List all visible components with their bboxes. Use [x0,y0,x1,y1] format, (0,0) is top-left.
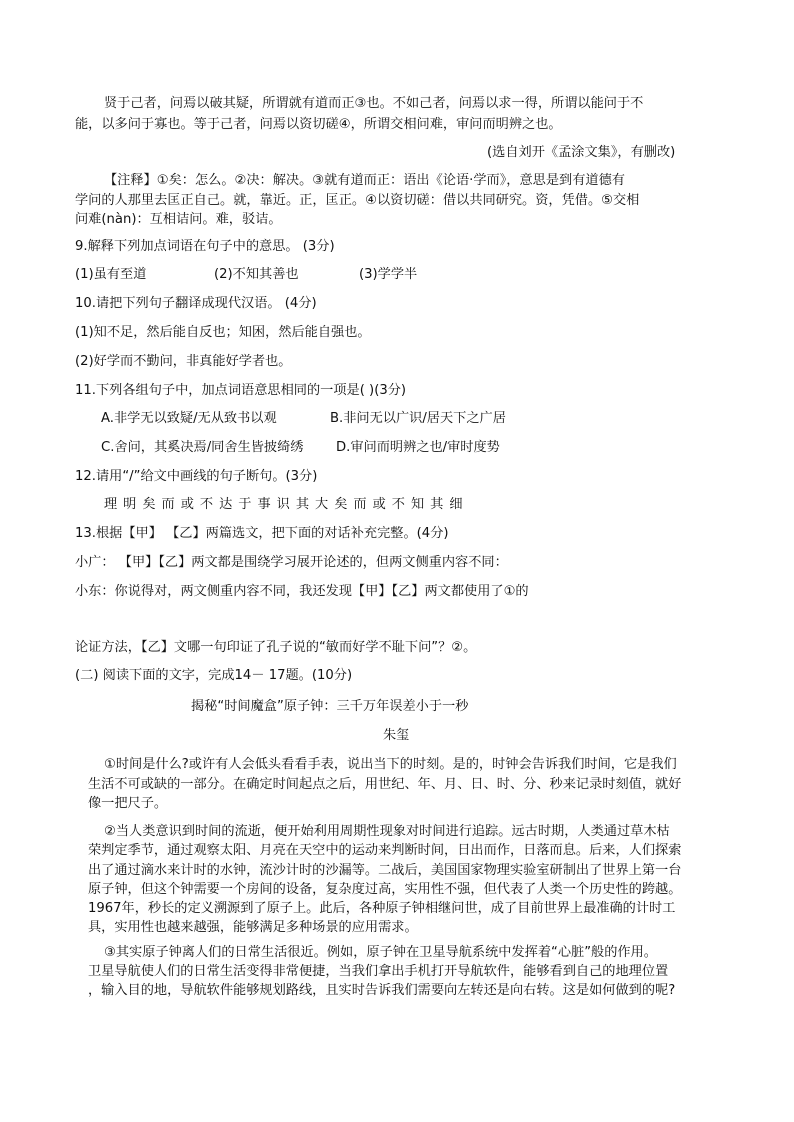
passage-line: 能，以多问于寡也。等于己者，问焉以资切磋④，所谓交相问难，审问而明辨之也。 [75,117,562,132]
article-line: 原子钟，但这个钟需要一个房间的设备，复杂度过高，实用性不强，但代表了人类一个历史性的跨越。 [88,882,682,897]
question-9-item-1: (1)虽有至道 [75,267,147,282]
article-line: ，输入目的地，导航软件能够规划路线，且实时告诉我们需要向左转还是向右转。这是如何做到的呢? [88,983,676,998]
annotation-line: 问难(nàn)：互相诘问。难，驳诘。 [75,212,282,227]
annotation-line: 【注释】①矣：怎么。②决：解决。③就有道而正：语出《论语·学而》，意思是到有道德有 [104,173,625,188]
question-9-item-3: (3)学学半 [359,267,418,282]
article-line: 具，实用性也越来越强，能够满足多种场景的应用需求。 [88,920,418,935]
article-author: 朱玺 [383,728,410,743]
article-line: ①时间是什么?或许有人会低头看看手表，说出当下的时刻。是的，时钟会告诉我们时间，它是我们 [104,757,677,772]
question-11: 11.下列各组句子中，加点词语意思相同的一项是( )(3分) [75,383,407,398]
dialogue-line: 小广： 【甲】【乙】两文都是围绕学习展开论述的，但两文侧重内容不同： [75,555,508,570]
question-12-sentence: 理明矣而或不达于事识其大矣而或不知其细 [104,497,469,512]
question-9-item-2: (2)不知其善也 [214,267,299,282]
article-line: ③其实原子钟离人们的日常生活很近。例如，原子钟在卫星导航系统中发挥着“心脏”般的作用。 [104,945,657,960]
question-13: 13.根据【甲】 【乙】两篇选文，把下面的对话补充完整。(4分) [75,526,449,541]
article-line: ②当人类意识到时间的流逝，便开始利用周期性现象对时间进行追踪。远古时期，人类通过草木枯 [104,824,670,839]
question-11-option-a: A.非学无以致疑/无从致书以观 [101,411,277,426]
question-10: 10.请把下列句子翻译成现代汉语。 (4分) [75,296,317,311]
section-heading: (二) 阅读下面的文字，完成14－ 17题。(10分) [75,668,353,683]
dialogue-line: 小东：你说得对，两文侧重内容不同，我还发现【甲】【乙】两文都使用了①的 [75,584,529,599]
article-line: 卫星导航使人们的日常生活变得非常便捷，当我们拿出手机打开导航软件，能够看到自己的地理位置 [88,964,669,979]
passage-line: 贤于己者，问焉以破其疑，所谓就有道而正③也。不如己者，问焉以求一得，所谓以能问于不 [104,96,644,111]
article-title: 揭秘“时间魔盒”原子钟：三千万年误差小于一秒 [191,699,469,714]
passage-source: (选自刘开《孟涂文集》，有删改) [487,145,676,160]
article-line: 出了通过滴水来计时的水钟，流沙计时的沙漏等。二战后，美国国家物理实验室研制出了世界上第一台 [88,863,682,878]
article-line: 像一把尺子。 [88,796,168,811]
annotation-line: 学问的人那里去匡正自己。就，靠近。正，匡正。④以资切磋：借以共同研究。资，凭借。⑤交相 [75,193,640,208]
question-9: 9.解释下列加点词语在句子中的意思。 (3分) [75,239,335,254]
question-11-option-b: B.非问无以广识/居天下之广居 [330,411,506,426]
article-line: 1967年，秒长的定义溯源到了原子上。此后，各种原子钟相继问世，成了目前世界上最准确的计时工 [88,901,676,916]
dialogue-line: 论证方法，【乙】文哪一句印证了孔子说的“敏而好学不耻下问”？②。 [75,640,477,655]
article-line: 荣判定季节，通过观察太阳、月亮在天空中的运动来判断时间，日出而作，日落而息。后来，人们探索 [88,843,682,858]
article-line: 生活不可或缺的一部分。在确定时间起点之后，用世纪、年、月、日、时、分、秒来记录时刻值，就好 [88,777,682,792]
question-11-option-c: C.舍问，其奚决焉/同舍生皆披绮绣 [101,440,304,455]
question-10-item-2: (2)好学而不勤问，非真能好学者也。 [75,354,292,369]
question-10-item-1: (1)知不足，然后能自反也；知困，然后能自强也。 [75,325,371,340]
question-11-option-d: D.审问而明辨之也/审时度势 [336,440,500,455]
question-12: 12.请用“/”给文中画线的句子断句。(3分) [75,469,318,484]
